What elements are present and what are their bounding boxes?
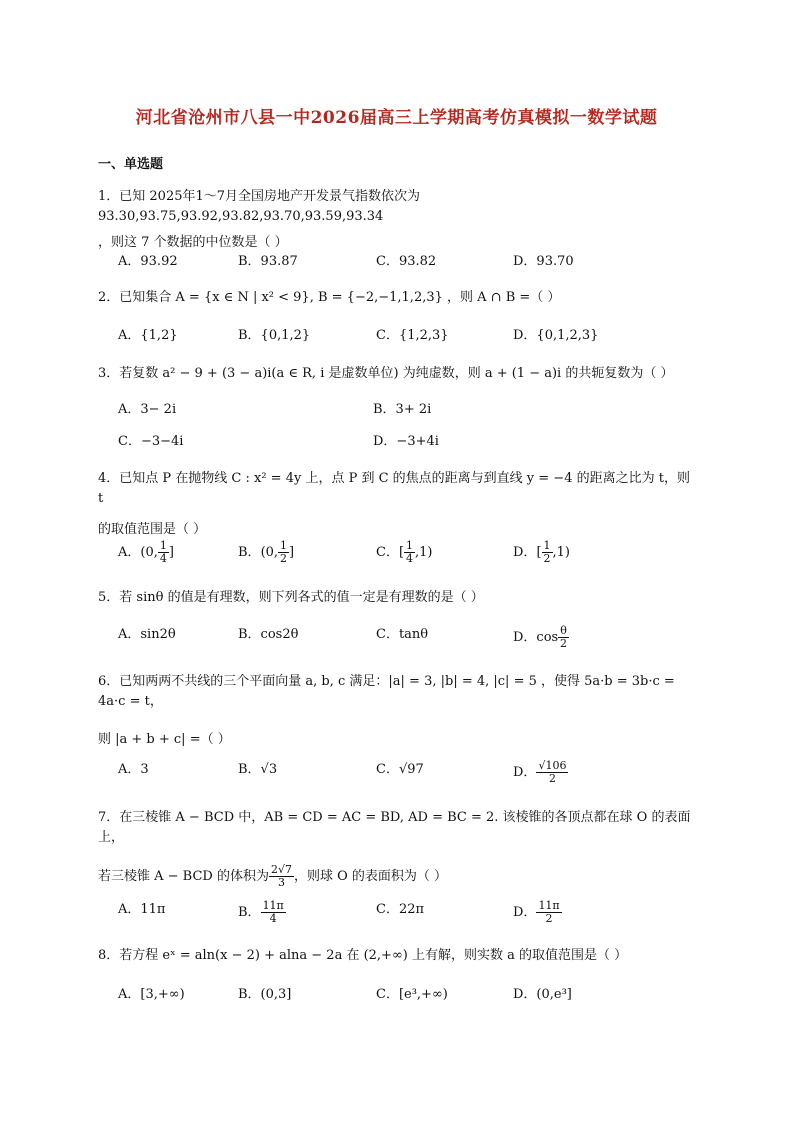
question-6 bbox=[98, 672, 698, 750]
fraction-num: 2√7 bbox=[270, 863, 292, 876]
interval-left: (0, bbox=[140, 545, 158, 560]
option-a[interactable]: A．3 bbox=[118, 762, 149, 777]
fraction-num: 1 bbox=[406, 539, 414, 552]
question-7-options bbox=[118, 900, 678, 930]
fraction-num: 11π bbox=[262, 899, 284, 912]
option-label: B． bbox=[238, 905, 261, 920]
option-b[interactable] bbox=[238, 540, 294, 565]
fraction-num: √106 bbox=[538, 759, 567, 772]
interval-left: (0, bbox=[260, 545, 279, 560]
fraction bbox=[536, 900, 561, 925]
option-a[interactable]: A．[3,+∞) bbox=[118, 987, 185, 1002]
question-3-options-row2 bbox=[118, 432, 678, 458]
option-d[interactable]: D．(0,e³] bbox=[513, 987, 572, 1002]
option-b[interactable]: B．3+ 2i bbox=[373, 402, 432, 417]
option-c[interactable]: C．√97 bbox=[376, 762, 424, 777]
question-4-options bbox=[118, 540, 678, 570]
fraction-num: 1 bbox=[280, 539, 288, 552]
option-c[interactable] bbox=[376, 540, 433, 565]
question-7-line2-post: ，则球 O 的表面积为（ ） bbox=[294, 869, 448, 884]
question-4-line2: 的取值范围是（ ） bbox=[98, 522, 207, 537]
interval-left: [ bbox=[536, 545, 542, 560]
question-2-options bbox=[118, 326, 678, 352]
option-b[interactable]: B．93.87 bbox=[238, 254, 298, 269]
fraction bbox=[261, 900, 286, 925]
fraction-den: 2 bbox=[560, 637, 568, 650]
option-b[interactable]: B．(0,3] bbox=[238, 987, 292, 1002]
option-b[interactable]: B．{0,1,2} bbox=[238, 328, 311, 343]
fraction-den: 2 bbox=[543, 552, 551, 565]
question-5-line1: 5．若 sinθ 的值是有理数，则下列各式的值一定是有理数的是（ ） bbox=[98, 590, 484, 605]
option-d[interactable]: D．{0,1,2,3} bbox=[513, 328, 599, 343]
option-label: C． bbox=[376, 545, 399, 560]
question-1-options bbox=[118, 252, 678, 278]
fraction-den: 4 bbox=[269, 912, 277, 925]
question-7-line2 bbox=[98, 864, 698, 889]
fraction-num: θ bbox=[560, 624, 567, 637]
option-label: B． bbox=[238, 545, 261, 560]
question-7-line1: 7．在三棱锥 A − BCD 中，AB = CD = AC = BD, AD = BC = 2. 该棱锥的各顶点都在球 O 的表面上， bbox=[98, 810, 691, 845]
option-c[interactable]: C．22π bbox=[376, 902, 425, 917]
question-3 bbox=[98, 364, 738, 384]
question-7 bbox=[98, 808, 698, 889]
fraction-num: 1 bbox=[543, 539, 551, 552]
question-8 bbox=[98, 946, 698, 966]
option-label: D．cos bbox=[513, 630, 559, 645]
option-c[interactable]: C．93.82 bbox=[376, 254, 437, 269]
fraction-num: 1 bbox=[159, 539, 167, 552]
fraction-num: 11π bbox=[538, 899, 560, 912]
question-1-line2: ，则这 7 个数据的中位数是（ ） bbox=[98, 235, 288, 250]
question-2-line1: 2．已知集合 A = {x ∈ N | x² < 9}, B = {−2,−1,1,2,3} ，则 A ∩ B =（ ） bbox=[98, 290, 561, 305]
option-d[interactable] bbox=[513, 900, 562, 925]
question-6-line1: 6．已知两两不共线的三个平面向量 a, b, c 满足：|a| = 3, |b| = 4, |c| = 5 ，使得 5a·b = 3b·c = 4a·c = t， bbox=[98, 674, 675, 709]
option-a[interactable]: A．3− 2i bbox=[118, 402, 177, 417]
interval-right: ,1) bbox=[552, 545, 570, 560]
fraction bbox=[404, 540, 415, 565]
fraction-den: 2 bbox=[548, 772, 556, 785]
interval-right: ,1) bbox=[415, 545, 433, 560]
question-1 bbox=[98, 187, 698, 253]
question-5 bbox=[98, 588, 698, 608]
option-d[interactable]: D．−3+4i bbox=[373, 434, 439, 449]
fraction-den: 2 bbox=[280, 552, 288, 565]
question-8-line1: 8．若方程 eˣ = aln(x − 2) + alna − 2a 在 (2,+∞) 上有解，则实数 a 的取值范围是（ ） bbox=[98, 948, 628, 963]
question-3-options-row1 bbox=[118, 400, 678, 426]
section-heading: 一、单选题 bbox=[98, 157, 164, 172]
option-d[interactable]: D．93.70 bbox=[513, 254, 574, 269]
option-b[interactable] bbox=[238, 900, 286, 925]
option-label: D． bbox=[513, 545, 537, 560]
question-4-line1: 4．已知点 P 在抛物线 C : x² = 4y 上，点 P 到 C 的焦点的距离与到直线 y = −4 的距离之比为 t，则 t bbox=[98, 471, 690, 506]
fraction bbox=[278, 540, 289, 565]
option-c[interactable]: C．tanθ bbox=[376, 627, 429, 642]
question-5-options bbox=[118, 625, 678, 655]
fraction-den: 4 bbox=[406, 552, 414, 565]
fraction-den: 4 bbox=[159, 552, 167, 565]
option-c[interactable]: C．[e³,+∞) bbox=[376, 987, 448, 1002]
option-a[interactable]: A．{1,2} bbox=[118, 328, 178, 343]
interval-right: ] bbox=[168, 545, 174, 560]
question-1-line1: 1．已知 2025年1～7月全国房地产开发景气指数依次为93.30,93.75,93.92,93.82,93.70,93.59,93.34 bbox=[98, 189, 421, 224]
option-d[interactable] bbox=[513, 760, 568, 785]
option-a[interactable]: A．93.92 bbox=[118, 254, 178, 269]
option-label: D． bbox=[513, 905, 537, 920]
option-d[interactable] bbox=[513, 540, 570, 565]
option-b[interactable]: B．√3 bbox=[238, 762, 278, 777]
option-label: D． bbox=[513, 765, 537, 780]
fraction bbox=[536, 760, 568, 785]
option-d[interactable] bbox=[513, 625, 569, 650]
question-6-line2: 则 |a + b + c| =（ ） bbox=[98, 732, 231, 747]
question-8-options bbox=[118, 985, 678, 1011]
fraction-den: 2 bbox=[545, 912, 553, 925]
interval-right: ] bbox=[289, 545, 295, 560]
option-a[interactable] bbox=[118, 540, 174, 565]
fraction bbox=[158, 540, 169, 565]
option-b[interactable]: B．cos2θ bbox=[238, 627, 299, 642]
option-a[interactable]: A．sin2θ bbox=[118, 627, 176, 642]
option-a[interactable]: A．11π bbox=[118, 902, 166, 917]
question-3-line1: 3．若复数 a² − 9 + (3 − a)i(a ∈ R, i 是虚数单位) 为纯虚数，则 a + (1 − a)i 的共轭复数为（ ） bbox=[98, 366, 674, 381]
interval-left: [ bbox=[398, 545, 405, 560]
fraction bbox=[542, 540, 553, 565]
option-label: A． bbox=[118, 545, 141, 560]
question-2 bbox=[98, 288, 698, 308]
option-c[interactable]: C．−3−4i bbox=[118, 434, 184, 449]
question-6-options bbox=[118, 760, 678, 790]
exam-title: 河北省沧州市八县一中2026届高三上学期高考仿真模拟一数学试题 bbox=[135, 108, 658, 128]
question-4 bbox=[98, 469, 698, 540]
question-7-line2-pre: 若三棱锥 A − BCD 的体积为 bbox=[98, 869, 269, 884]
fraction bbox=[558, 625, 569, 650]
option-c[interactable]: C．{1,2,3} bbox=[376, 328, 449, 343]
fraction bbox=[269, 864, 294, 889]
fraction-den: 3 bbox=[277, 876, 285, 889]
